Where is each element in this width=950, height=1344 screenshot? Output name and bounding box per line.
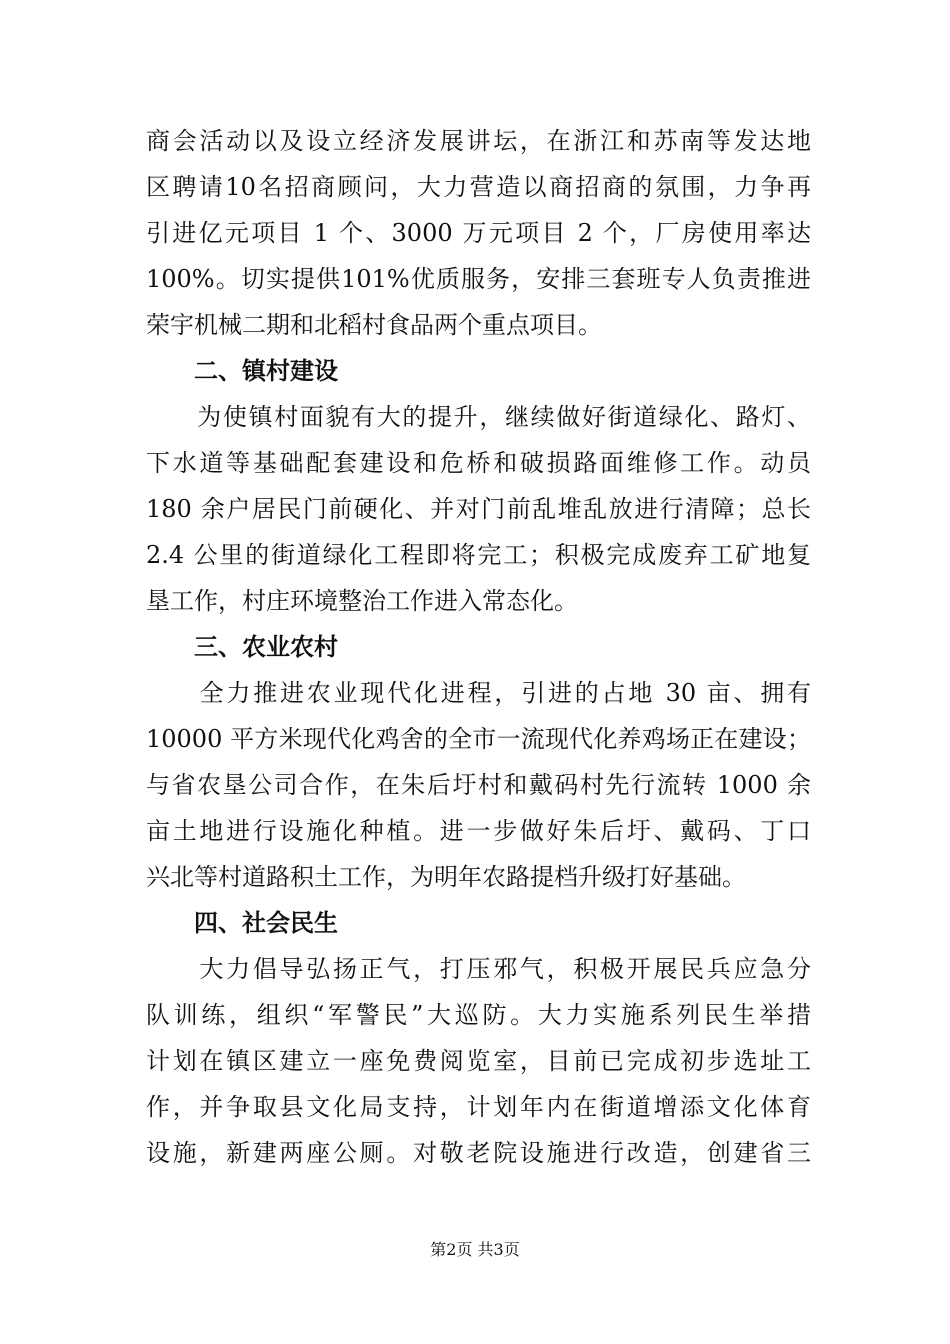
text-line: 设施，新建两座公厕。对敬老院设施进行改造，创建省三 bbox=[146, 1139, 811, 1167]
text-line: 荣宇机械二期和北稻村食品两个重点项目。 bbox=[146, 311, 602, 339]
text-line: 区聘请10名招商顾问，大力营造以商招商的氛围，力争再 bbox=[146, 173, 811, 201]
text-line: 兴北等村道路积土工作，为明年农路提档升级打好基础。 bbox=[146, 863, 746, 891]
text-line: 180 余户居民门前硬化、并对门前乱堆乱放进行清障；总长 bbox=[146, 495, 811, 523]
text-line: 计划在镇区建立一座免费阅览室，目前已完成初步选址工 bbox=[146, 1047, 811, 1075]
text-line: 10000 平方米现代化鸡舍的全市一流现代化养鸡场正在建设； bbox=[146, 725, 811, 753]
text-line: 2.4 公里的街道绿化工程即将完工；积极完成废弃工矿地复 bbox=[146, 541, 811, 569]
page-footer: 第2页 共3页 bbox=[430, 1240, 520, 1259]
text-line: 与省农垦公司合作，在朱后圩村和戴码村先行流转 1000 余 bbox=[146, 771, 811, 799]
text-line: 为使镇村面貌有大的提升，继续做好街道绿化、路灯、 bbox=[146, 403, 811, 431]
section-heading: 四、社会民生 bbox=[194, 909, 338, 937]
text-line: 队训练，组织“军警民”大巡防。大力实施系列民生举措 bbox=[146, 1001, 811, 1029]
text-line: 商会活动以及设立经济发展讲坛，在浙江和苏南等发达地 bbox=[146, 127, 811, 155]
text-line: 垦工作，村庄环境整治工作进入常态化。 bbox=[146, 587, 578, 615]
section-heading: 二、镇村建设 bbox=[194, 357, 338, 385]
text-line: 下水道等基础配套建设和危桥和破损路面维修工作。动员 bbox=[146, 449, 811, 477]
text-line: 引进亿元项目 1 个、3000 万元项目 2 个，厂房使用率达 bbox=[146, 219, 811, 247]
text-line: 亩土地进行设施化种植。进一步做好朱后圩、戴码、丁口 bbox=[146, 817, 811, 845]
text-line: 100%。切实提供101%优质服务，安排三套班专人负责推进 bbox=[146, 265, 811, 293]
text-line: 全力推进农业现代化进程，引进的占地 30 亩、拥有 bbox=[146, 679, 811, 707]
section-heading: 三、农业农村 bbox=[194, 633, 338, 661]
text-line: 大力倡导弘扬正气，打压邪气，积极开展民兵应急分 bbox=[146, 955, 811, 983]
document-body bbox=[146, 118, 811, 1176]
text-line: 作，并争取县文化局支持，计划年内在街道增添文化体育 bbox=[146, 1093, 811, 1121]
